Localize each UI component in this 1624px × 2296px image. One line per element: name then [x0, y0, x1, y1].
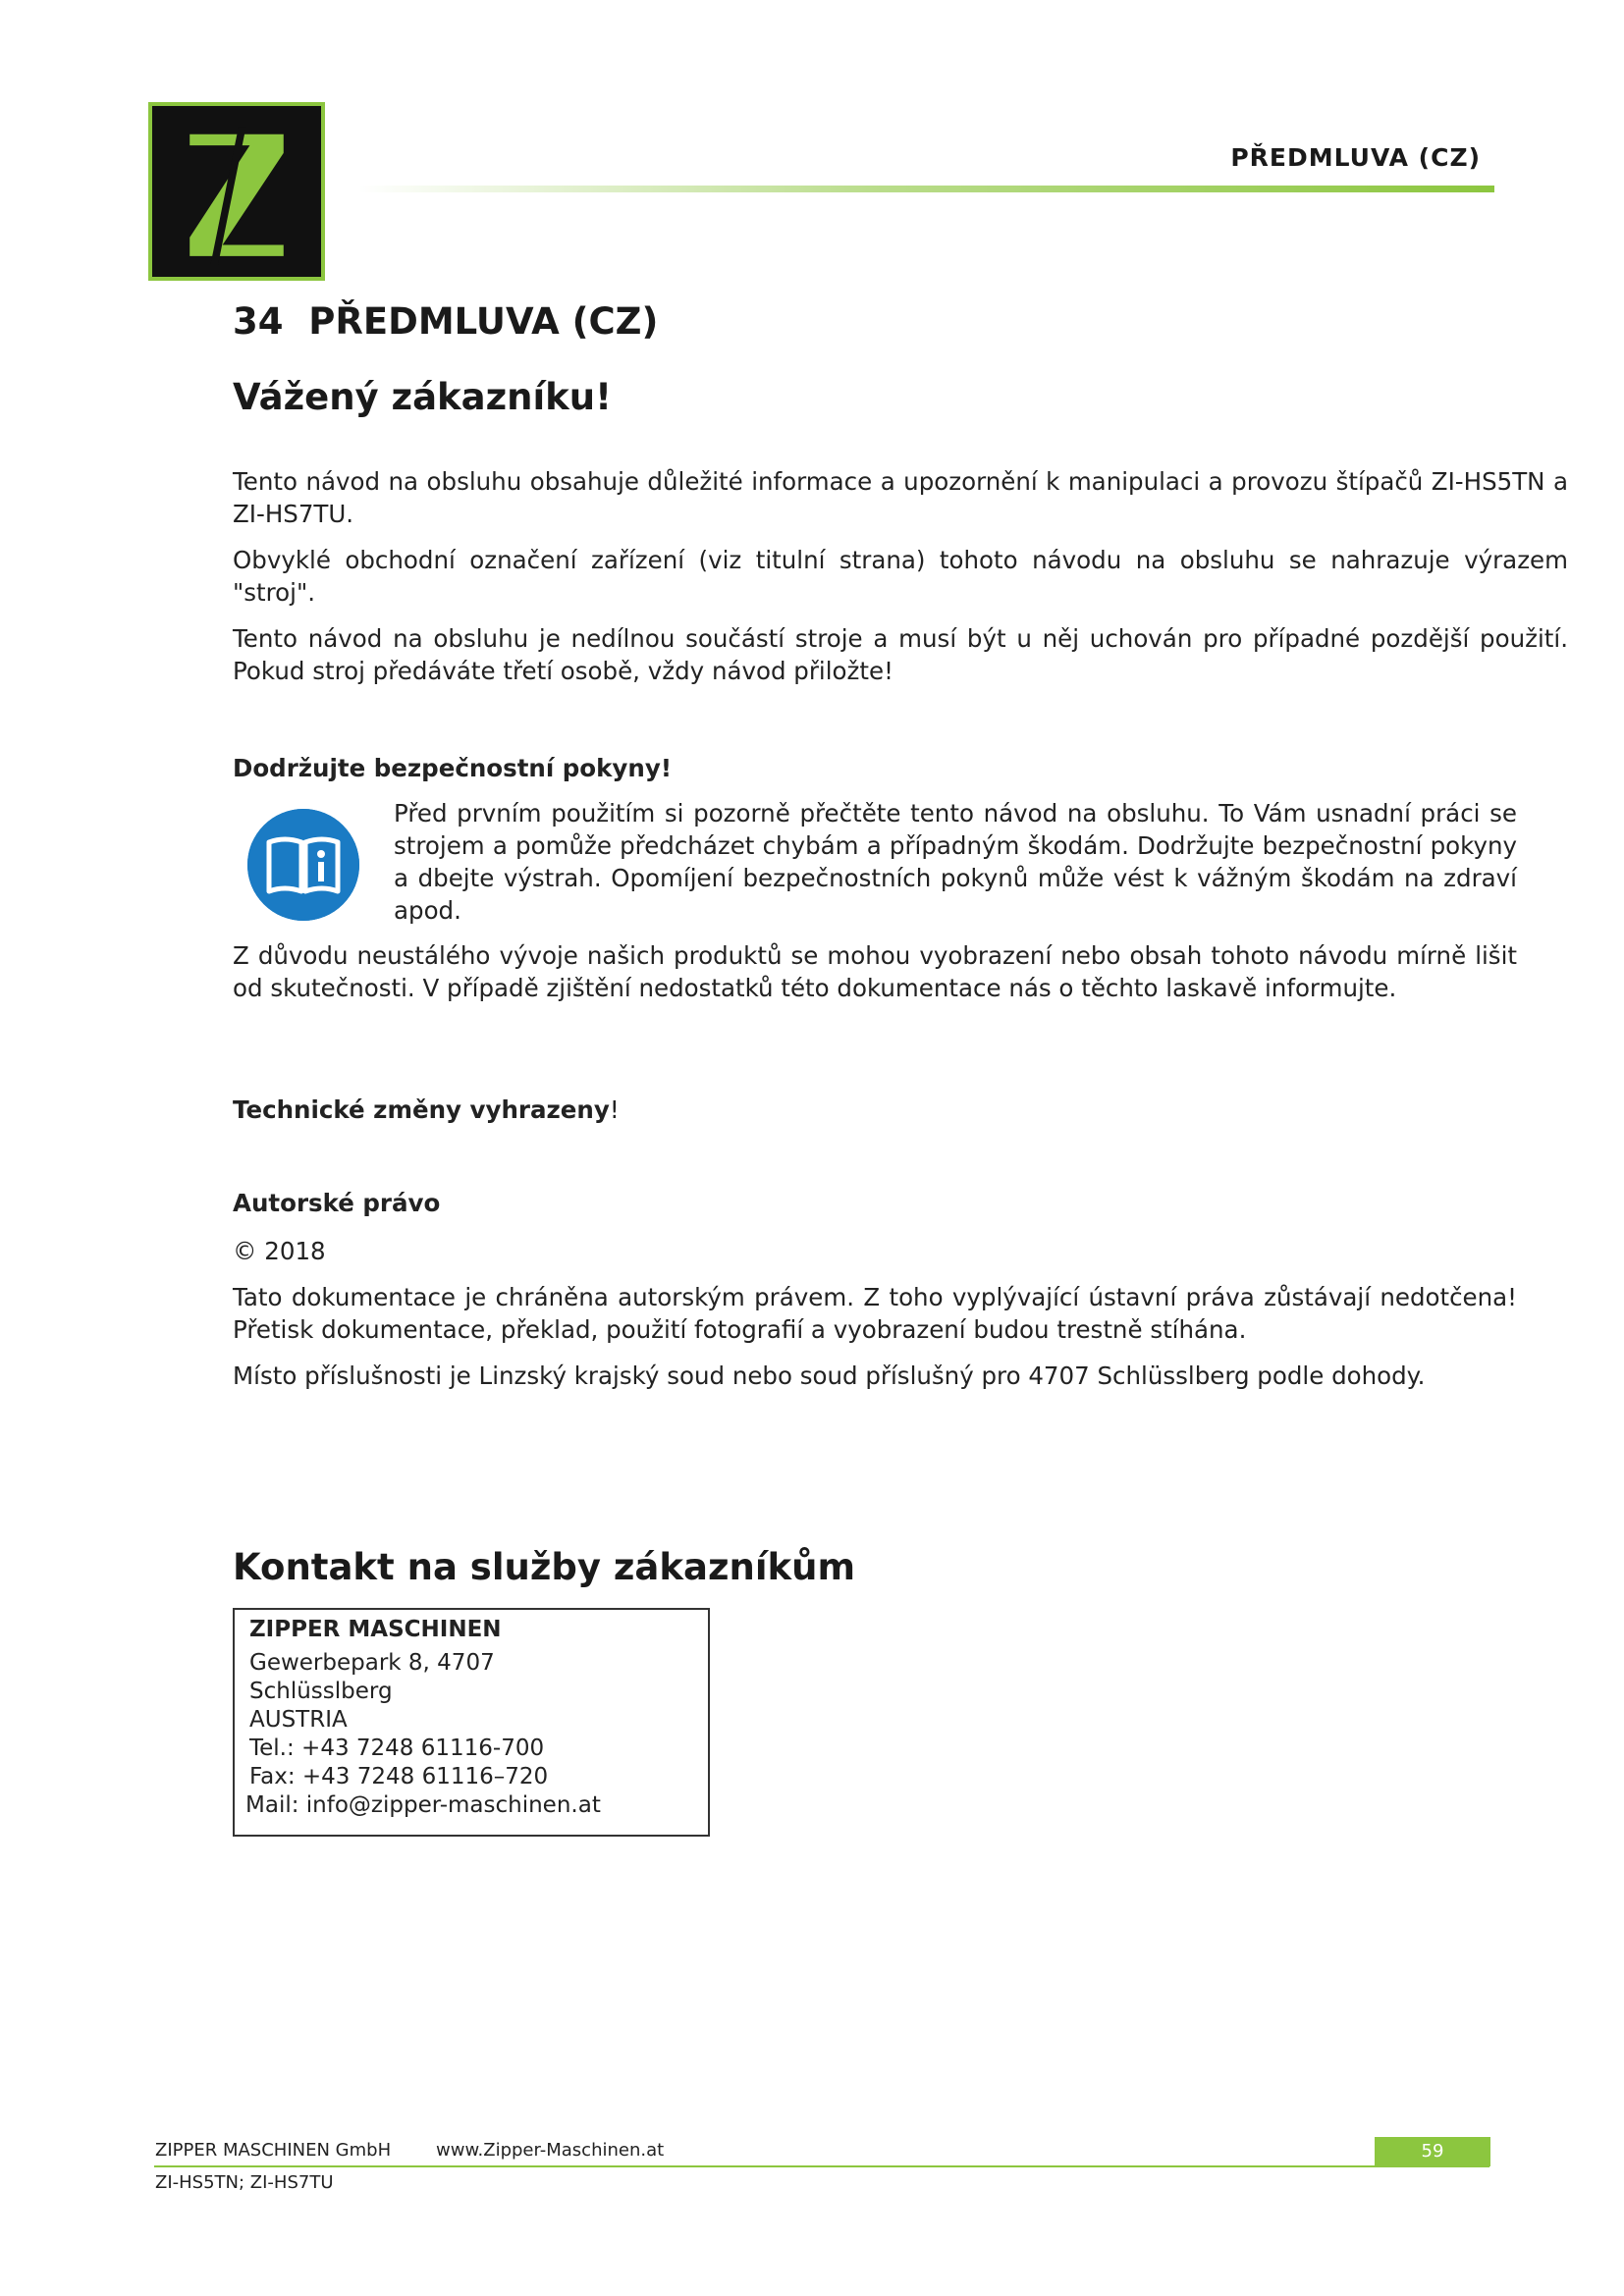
intro-paragraph-3: Tento návod na obsluhu je nedílnou součástí stroje a musí být u něj uchován pro případné pozdější použití. Pokud stroj předáváte třetí osobě, vždy návod přiložte! — [233, 624, 1568, 685]
greeting-heading: Vážený zákazníku! — [233, 376, 613, 418]
contact-fax: Fax: +43 7248 61116–720 — [249, 1764, 549, 1789]
contact-address-line-1: Gewerbepark 8, 4707 — [249, 1650, 495, 1676]
jurisdiction-text: Místo příslušnosti je Linzský krajský soud nebo soud příslušný pro 4707 Schlüsslberg podle dohody. — [233, 1362, 1426, 1390]
development-note: Z důvodu neustálého vývoje našich produktů se mohou vyobrazení nebo obsah tohoto návodu mírně lišit od skutečnosti. V případě zjištění nedostatků této dokumentace nás o těchto laskavě informujte. — [233, 941, 1517, 1002]
footer-model: ZI-HS5TN; ZI-HS7TU — [155, 2172, 334, 2193]
footer-divider — [154, 2165, 1489, 2167]
header-divider — [358, 186, 1494, 192]
technical-changes-note — [233, 1094, 1568, 1126]
copyright-heading: Autorské právo — [233, 1189, 441, 1217]
safety-heading: Dodržujte bezpečnostní pokyny! — [233, 754, 672, 782]
page-number: 59 — [1375, 2137, 1490, 2166]
copyright-text: Tato dokumentace je chráněna autorským právem. Z toho vyplývající ústavní práva zůstávají nedotčena! Přetisk dokumentace, překlad, použití fotografií a vyobrazení budou trestně stíhána. — [233, 1283, 1517, 1344]
zipper-logo — [148, 102, 325, 281]
contact-email: Mail: info@zipper-maschinen.at — [245, 1792, 601, 1818]
intro-paragraph-2: Obvyklé obchodní označení zařízení (viz titulní strana) tohoto návodu na obsluhu se nahrazuje výrazem "stroj". — [233, 546, 1568, 607]
intro-paragraph-1: Tento návod na obsluhu obsahuje důležité informace a upozornění k manipulaci a provozu štípačů ZI-HS5TN a ZI-HS7TU. — [233, 467, 1568, 528]
contact-address-line-2: Schlüsslberg — [249, 1679, 393, 1704]
technical-changes-text: Technické změny vyhrazeny — [233, 1095, 610, 1124]
contact-heading: Kontakt na služby zákazníkům — [233, 1546, 856, 1588]
copyright-year: © 2018 — [233, 1237, 326, 1265]
technical-changes-suffix: ! — [609, 1095, 620, 1124]
footer-website-link[interactable]: www.Zipper-Maschinen.at — [436, 2140, 665, 2161]
contact-company: ZIPPER MASCHINEN — [249, 1617, 502, 1642]
footer-company: ZIPPER MASCHINEN GmbH — [155, 2140, 392, 2161]
contact-country: AUSTRIA — [249, 1707, 348, 1733]
safety-text: Před prvním použitím si pozorně přečtěte tento návod na obsluhu. To Vám usnadní práci se strojem a pomůže předcházet chybám a případným škodám. Dodržujte bezpečnostní pokyny a dbejte výstrah. Opomíjení bezpečnostních pokynů může vést k vážným škodám na zdraví apod. — [394, 799, 1517, 925]
chapter-title: 34 PŘEDMLUVA (CZ) — [233, 300, 659, 343]
zipper-z-logo-icon — [152, 106, 321, 277]
header-section-title: PŘEDMLUVA (CZ) — [1230, 143, 1481, 172]
read-manual-info-icon — [247, 809, 359, 921]
contact-phone: Tel.: +43 7248 61116-700 — [249, 1735, 545, 1761]
